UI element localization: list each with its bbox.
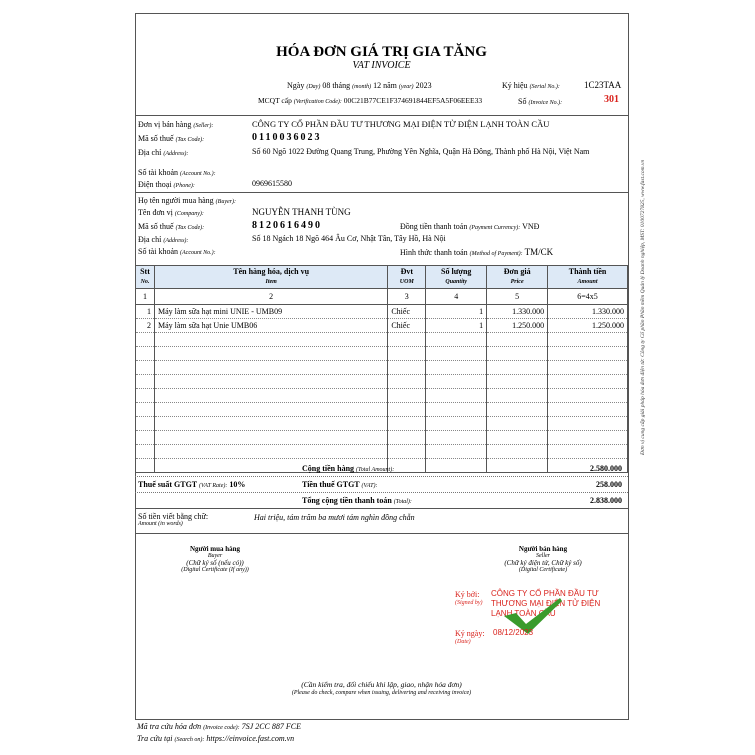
signed-date: 08/12/2023 — [493, 628, 534, 637]
serial-field: Ký hiệu (Serial No.): — [502, 81, 560, 90]
amount-in-words: Hai triệu, tám trăm ba mươi tám nghìn đồng chẵn — [254, 513, 415, 522]
col-uom-header: Đvt UOM — [388, 266, 426, 289]
signed-date-label: Ký ngày: (Date) — [455, 629, 485, 645]
divider — [135, 192, 628, 193]
table-row-empty — [136, 347, 628, 361]
invoice-date: Ngày (Day) 08 tháng (month) 12 năm (year) 2023 — [287, 81, 432, 90]
signed-by-value: CÔNG TY CỔ PHẦN ĐẦU TƯ THƯƠNG MẠI ĐIỆN TỬ ĐIỆN LẠNH TOÀN CẦU — [491, 589, 601, 618]
invoice-title: HÓA ĐƠN GIÁ TRỊ GIA TĂNG — [276, 44, 487, 60]
subtotal-value: 2.580.000 — [590, 464, 622, 473]
divider — [135, 115, 628, 116]
lookup-code: Mã tra cứu hóa đơn (Invoice code): 7SJ 2CC 887 FCE — [137, 722, 302, 731]
check-note: (Cần kiểm tra, đối chiếu khi lập, giao, nhận hóa đơn) — [301, 680, 462, 689]
lookup-link[interactable]: https://einvoice.fast.com.vn — [206, 734, 295, 743]
subtotal-label: Cộng tiền hàng (Total Amount): — [302, 464, 395, 473]
col-no-header: Stt No. — [136, 266, 155, 289]
vat-rate: Thuế suất GTGT (VAT Rate): 10% — [138, 480, 246, 489]
seller-tax-code: 0110036023 — [252, 132, 322, 143]
table-index-row: 1 2 3 4 5 6=4x5 — [136, 289, 628, 305]
buyer-address: Số 18 Ngách 18 Ngõ 464 Âu Cơ, Nhật Tân, Tây Hồ, Hà Nội — [252, 234, 446, 243]
table-row-empty — [136, 361, 628, 375]
verification-code: MCQT cấp (Verification Code): 00C21B77CE1F374691844EF5A5F06EEE33 — [258, 96, 483, 105]
col-amount-header: Thành tiền Amount — [548, 266, 628, 289]
table-row-empty — [136, 445, 628, 459]
table-row-empty — [136, 333, 628, 347]
divider — [135, 508, 628, 509]
table-row-empty — [136, 417, 628, 431]
check-note-en: (Please do check, compare when issuing, delivering and receiving invoice) — [291, 690, 472, 696]
lookup-site: Tra cứu tại (Search on): https://einvoice.fast.com.vn — [137, 734, 295, 743]
divider — [135, 492, 628, 493]
vat-value: 258.000 — [596, 480, 622, 489]
invoice-subtitle: VAT INVOICE — [352, 60, 411, 71]
invoice-number-label: Số (Invoice No.): — [518, 97, 563, 106]
table-row-empty — [136, 403, 628, 417]
provider-side-text: Đơn vị cung cấp giải pháp hóa đơn điện tử: Công ty Cổ phần Phần mềm Quản lý Doanh nghiệp, MST: 0100727825, www.fast.com.vn — [640, 159, 646, 455]
table-row: 1 Máy làm sữa hạt mini UNIE - UMB09 Chiếc 1 1.330.000 1.330.000 — [136, 305, 628, 319]
divider — [135, 476, 628, 477]
table-row-empty — [136, 375, 628, 389]
grand-total-label: Tổng cộng tiền thanh toán (Total): — [302, 496, 412, 505]
signed-by-label: Ký bởi: (Signed by) — [455, 590, 483, 606]
table-row-empty — [136, 431, 628, 445]
seller-phone: 0969615580 — [252, 179, 292, 188]
seller-signature-block: Người bán hàng Seller (Chữ ký điện tử, Chữ ký số) (Digital Certificate) — [504, 545, 582, 573]
buyer-signature-block: Người mua hàng Buyer (Chữ ký số (nếu có)) (Digital Certificate (If any)) — [181, 545, 249, 573]
seller-name: CÔNG TY CỔ PHẦN ĐẦU TƯ THƯƠNG MẠI ĐIỆN TỬ ĐIỆN LẠNH TOÀN CẦU — [252, 119, 550, 129]
col-price-header: Đơn giá Price — [487, 266, 548, 289]
table-row: 2 Máy làm sữa hạt Unie UMB06 Chiếc 1 1.250.000 1.250.000 — [136, 319, 628, 333]
vat-label: Tiền thuế GTGT (VAT): — [302, 480, 378, 489]
col-qty-header: Số lượng Quantity — [426, 266, 487, 289]
seller-address: Số 60 Ngõ 1022 Đường Quang Trung, Phường Yên Nghĩa, Quận Hà Đông, Thành phố Hà Nội, Việt Nam — [252, 147, 590, 156]
items-table — [135, 265, 628, 473]
grand-total-value: 2.838.000 — [590, 496, 622, 505]
serial-value: 1C23TAA — [584, 80, 622, 90]
amount-in-words-label: Số tiền viết bằng chữ: Amount (in words) — [138, 512, 209, 527]
divider — [135, 533, 628, 534]
table-row-empty — [136, 389, 628, 403]
table-header-row — [136, 266, 628, 289]
buyer-tax-code: 8120616490 — [252, 220, 322, 231]
invoice-number: 301 — [604, 94, 619, 105]
col-item-header: Tên hàng hóa, dịch vụ Item — [154, 266, 387, 289]
buyer-company: NGUYỄN THANH TÙNG — [252, 207, 351, 217]
